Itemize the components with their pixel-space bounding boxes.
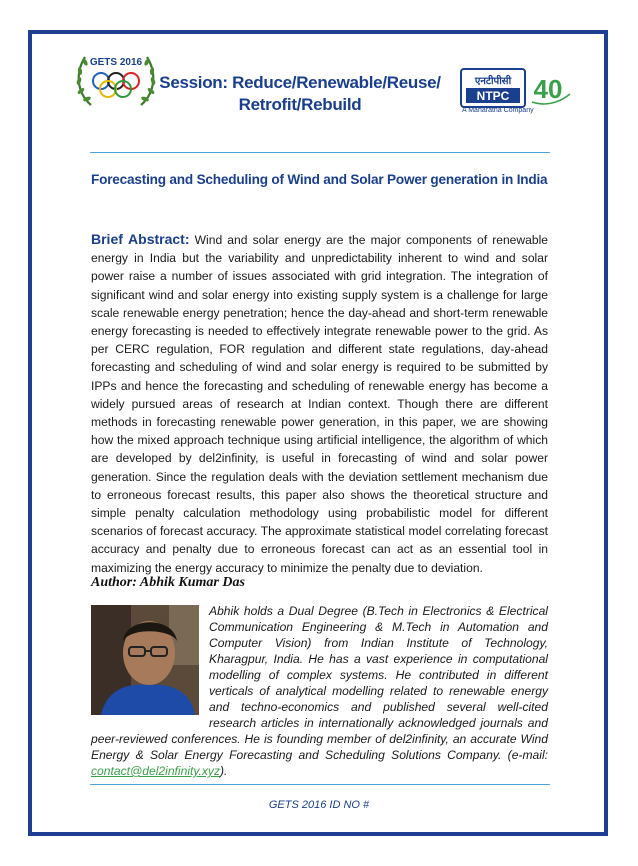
session-title-line1: Session: Reduce/Renewable/Reuse/ [159, 73, 441, 92]
author-bio-end: ). [220, 764, 228, 778]
author-bio-text: Abhik holds a Dual Degree (B.Tech in Electronics & Electrical Communication Engineering & M.Tech in Automation and Computer Vision) from Indian Institute of Technology, Kharagpur, India. He has a vast experience in computational modelling of complex systems. He contributed in different verticals of analytical modelling related to renewable energy and techno-economics and published several well-cited research articles in internationally acknowledged journals and peer-reviewed conferences. He is founding member of del2infinity, an accurate Wind Energy & Solar Energy Forecasting and Scheduling Solutions Company. (e-mail: [91, 604, 548, 762]
footer-divider [90, 784, 550, 785]
author-photo [91, 605, 199, 715]
session-title-line2: Retrofit/Rebuild [238, 95, 362, 114]
session-title [150, 72, 450, 116]
author-bio [91, 603, 548, 779]
author-email-link[interactable]: contact@del2infinity.xyz [91, 764, 221, 778]
header-divider [90, 152, 550, 153]
author-heading: Author: Abhik Kumar Das [91, 575, 245, 590]
gets-logo-text: GETS 2016 [89, 57, 143, 68]
paper-title: Forecasting and Scheduling of Wind and Solar Power generation in India [91, 172, 548, 187]
ntpc-logo-text: NTPC [476, 89, 510, 103]
footer-id: GETS 2016 ID NO # [268, 799, 370, 811]
abstract-paragraph [91, 230, 548, 577]
ntpc-caption: A Maharatna Company [462, 107, 534, 114]
abstract-label: Brief Abstract: [91, 231, 190, 247]
gets-2016-logo [71, 43, 161, 111]
anniversary-number: 40 [533, 74, 563, 104]
anniversary-40-logo [528, 72, 572, 108]
abstract-text: Wind and solar energy are the major components of renewable energy in India but the variability and unpredictability inherent to wind and solar power raise a number of issues associated with grid integration. The integration of significant wind and solar energy into existing supply system is a challenge for large scale renewable energy penetration; hence the day-ahead and short-term renewable energy forecasting is needed to effectively integrate renewable power to the grid. As per CERC regulation, FOR regulation and different state regulations, day-ahead forecasting and scheduling of wind and solar energy is required to be submitted by IPPs and hence the forecasting and scheduling of renewable energy has become a widely pursued areas of research at Indian context. Though there are different methods in forecasting renewable power generation, in this paper, we are showing how the mixed approach technique using artificial intelligence, the algorithm of which are developed by del2infinity, is useful in forecasting of wind and solar power generation. Since the regulation deals with the deviation settlement mechanism due to erroneous forecast results, this paper also shows the theoretical structure and simple penalty calculation methodology using probabilistic model for different scenarios of forecast accuracy. The approximate statistical model correlating forecast accuracy and penalty due to erroneous forecast can act as an essential tool in maximizing the energy accuracy to minimize the penalty due to deviation. [91, 233, 548, 575]
ntpc-logo-hindi: एनटीपीसी [474, 76, 512, 87]
